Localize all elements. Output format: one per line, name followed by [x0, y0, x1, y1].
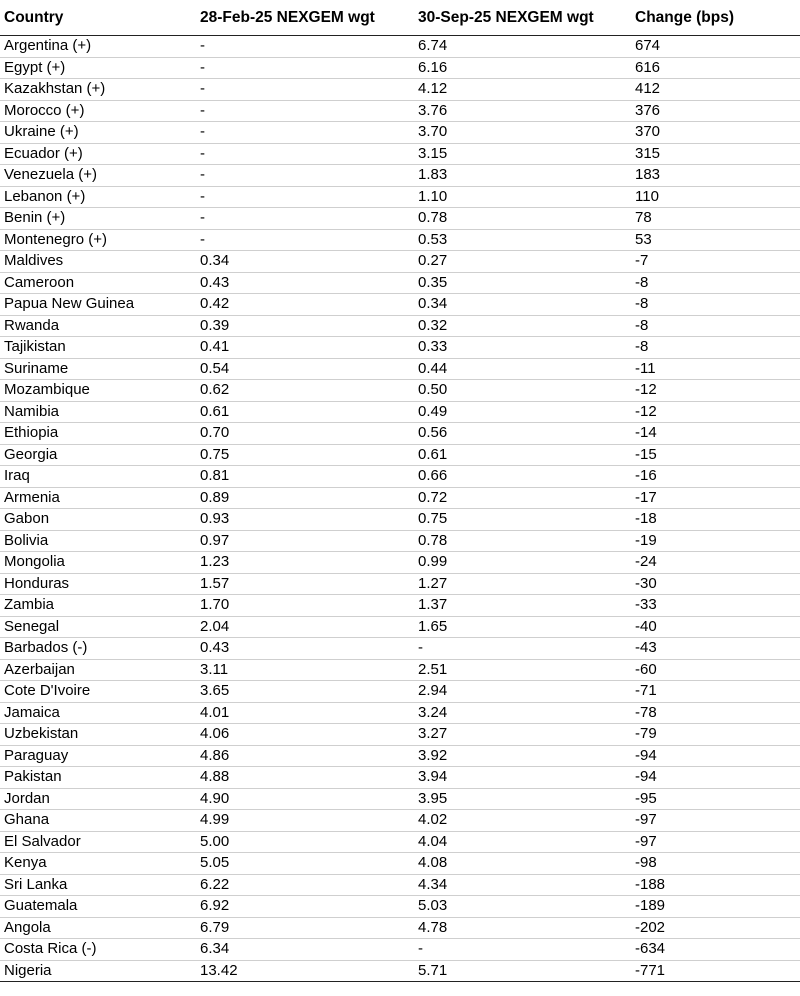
- feb-weight-cell: 0.43: [196, 272, 414, 294]
- table-row: [0, 853, 800, 875]
- country-cell: Ukraine (+): [0, 122, 196, 144]
- change-bps-cell: -30: [631, 573, 800, 595]
- feb-weight-cell: -: [196, 143, 414, 165]
- feb-weight-cell: 2.04: [196, 616, 414, 638]
- table-row: [0, 960, 800, 982]
- feb-weight-cell: 3.65: [196, 681, 414, 703]
- change-bps-cell: 370: [631, 122, 800, 144]
- country-cell: Guatemala: [0, 896, 196, 918]
- table-row: [0, 79, 800, 101]
- change-bps-cell: -97: [631, 810, 800, 832]
- change-bps-cell: -202: [631, 917, 800, 939]
- change-bps-cell: -771: [631, 960, 800, 982]
- table-row: [0, 122, 800, 144]
- sep-weight-cell: 1.27: [414, 573, 631, 595]
- sep-weight-cell: 0.53: [414, 229, 631, 251]
- country-cell: Suriname: [0, 358, 196, 380]
- country-cell: Costa Rica (-): [0, 939, 196, 961]
- change-bps-cell: -7: [631, 251, 800, 273]
- feb-weight-cell: -: [196, 208, 414, 230]
- feb-weight-cell: 6.34: [196, 939, 414, 961]
- change-bps-cell: -78: [631, 702, 800, 724]
- table-row: [0, 36, 800, 58]
- feb-weight-cell: 0.93: [196, 509, 414, 531]
- table-row: [0, 874, 800, 896]
- table-row: [0, 896, 800, 918]
- feb-weight-cell: 5.05: [196, 853, 414, 875]
- country-cell: Jamaica: [0, 702, 196, 724]
- table-row: [0, 681, 800, 703]
- table-row: [0, 659, 800, 681]
- table-row: [0, 229, 800, 251]
- sep-weight-cell: 0.56: [414, 423, 631, 445]
- feb-weight-cell: 1.57: [196, 573, 414, 595]
- country-cell: Angola: [0, 917, 196, 939]
- change-bps-cell: -11: [631, 358, 800, 380]
- country-cell: Namibia: [0, 401, 196, 423]
- sep-weight-cell: 0.99: [414, 552, 631, 574]
- country-cell: Honduras: [0, 573, 196, 595]
- table-row: [0, 337, 800, 359]
- sep-weight-cell: 0.50: [414, 380, 631, 402]
- change-bps-cell: -12: [631, 401, 800, 423]
- sep-weight-cell: 3.95: [414, 788, 631, 810]
- change-bps-cell: -8: [631, 294, 800, 316]
- table-row: [0, 186, 800, 208]
- country-cell: Argentina (+): [0, 36, 196, 58]
- country-cell: Zambia: [0, 595, 196, 617]
- sep-weight-cell: 0.78: [414, 208, 631, 230]
- sep-weight-cell: 3.92: [414, 745, 631, 767]
- table-row: [0, 401, 800, 423]
- table-body: [0, 36, 800, 982]
- change-bps-cell: 183: [631, 165, 800, 187]
- feb-weight-cell: 4.90: [196, 788, 414, 810]
- country-cell: Maldives: [0, 251, 196, 273]
- table-row: [0, 595, 800, 617]
- feb-weight-cell: -: [196, 165, 414, 187]
- table-row: [0, 466, 800, 488]
- feb-weight-cell: -: [196, 36, 414, 58]
- change-bps-cell: -95: [631, 788, 800, 810]
- feb-weight-cell: 4.86: [196, 745, 414, 767]
- table-row: [0, 745, 800, 767]
- table-row: [0, 530, 800, 552]
- sep-weight-cell: 5.71: [414, 960, 631, 982]
- change-bps-cell: -8: [631, 337, 800, 359]
- feb-weight-cell: -: [196, 79, 414, 101]
- feb-weight-cell: 1.70: [196, 595, 414, 617]
- feb-weight-cell: 4.99: [196, 810, 414, 832]
- feb-weight-cell: 3.11: [196, 659, 414, 681]
- change-bps-cell: 315: [631, 143, 800, 165]
- feb-weight-cell: -: [196, 186, 414, 208]
- feb-weight-cell: 0.62: [196, 380, 414, 402]
- change-bps-cell: -17: [631, 487, 800, 509]
- sep-weight-cell: 0.34: [414, 294, 631, 316]
- country-cell: Tajikistan: [0, 337, 196, 359]
- country-cell: Rwanda: [0, 315, 196, 337]
- feb-weight-cell: 6.92: [196, 896, 414, 918]
- table-row: [0, 294, 800, 316]
- feb-weight-cell: 0.39: [196, 315, 414, 337]
- country-cell: Jordan: [0, 788, 196, 810]
- sep-weight-cell: 4.02: [414, 810, 631, 832]
- change-bps-cell: -8: [631, 272, 800, 294]
- sep-weight-cell: 0.75: [414, 509, 631, 531]
- country-cell: Gabon: [0, 509, 196, 531]
- feb-weight-cell: 0.41: [196, 337, 414, 359]
- change-bps-cell: -18: [631, 509, 800, 531]
- country-cell: Venezuela (+): [0, 165, 196, 187]
- country-cell: Cameroon: [0, 272, 196, 294]
- country-cell: El Salvador: [0, 831, 196, 853]
- country-cell: Azerbaijan: [0, 659, 196, 681]
- change-bps-cell: 674: [631, 36, 800, 58]
- sep-weight-cell: 0.33: [414, 337, 631, 359]
- sep-weight-cell: 5.03: [414, 896, 631, 918]
- sep-weight-cell: -: [414, 939, 631, 961]
- sep-weight-cell: 3.27: [414, 724, 631, 746]
- feb-weight-cell: 0.89: [196, 487, 414, 509]
- header-country: Country: [0, 0, 196, 36]
- feb-weight-cell: 4.88: [196, 767, 414, 789]
- feb-weight-cell: -: [196, 100, 414, 122]
- sep-weight-cell: 0.78: [414, 530, 631, 552]
- change-bps-cell: -634: [631, 939, 800, 961]
- sep-weight-cell: 4.34: [414, 874, 631, 896]
- sep-weight-cell: 4.04: [414, 831, 631, 853]
- country-cell: Armenia: [0, 487, 196, 509]
- table-row: [0, 358, 800, 380]
- change-bps-cell: 53: [631, 229, 800, 251]
- change-bps-cell: 376: [631, 100, 800, 122]
- change-bps-cell: -14: [631, 423, 800, 445]
- feb-weight-cell: 0.43: [196, 638, 414, 660]
- table-row: [0, 315, 800, 337]
- sep-weight-cell: 4.78: [414, 917, 631, 939]
- table-row: [0, 487, 800, 509]
- table-row: [0, 251, 800, 273]
- sep-weight-cell: 2.94: [414, 681, 631, 703]
- table-row: [0, 788, 800, 810]
- country-cell: Ethiopia: [0, 423, 196, 445]
- sep-weight-cell: 3.70: [414, 122, 631, 144]
- country-cell: Pakistan: [0, 767, 196, 789]
- feb-weight-cell: 0.70: [196, 423, 414, 445]
- country-cell: Georgia: [0, 444, 196, 466]
- table-row: [0, 939, 800, 961]
- change-bps-cell: -71: [631, 681, 800, 703]
- feb-weight-cell: 0.54: [196, 358, 414, 380]
- country-cell: Ecuador (+): [0, 143, 196, 165]
- country-cell: Barbados (-): [0, 638, 196, 660]
- feb-weight-cell: 1.23: [196, 552, 414, 574]
- change-bps-cell: -98: [631, 853, 800, 875]
- change-bps-cell: -43: [631, 638, 800, 660]
- country-cell: Nigeria: [0, 960, 196, 982]
- sep-weight-cell: 0.72: [414, 487, 631, 509]
- table-row: [0, 767, 800, 789]
- table-row: [0, 702, 800, 724]
- table-row: [0, 724, 800, 746]
- country-cell: Morocco (+): [0, 100, 196, 122]
- sep-weight-cell: 0.35: [414, 272, 631, 294]
- feb-weight-cell: -: [196, 57, 414, 79]
- change-bps-cell: -60: [631, 659, 800, 681]
- table-row: [0, 616, 800, 638]
- change-bps-cell: -33: [631, 595, 800, 617]
- country-cell: Papua New Guinea: [0, 294, 196, 316]
- change-bps-cell: -188: [631, 874, 800, 896]
- sep-weight-cell: 3.15: [414, 143, 631, 165]
- feb-weight-cell: 0.97: [196, 530, 414, 552]
- header-row: [0, 0, 800, 36]
- feb-weight-cell: 4.06: [196, 724, 414, 746]
- country-cell: Cote D'Ivoire: [0, 681, 196, 703]
- sep-weight-cell: 2.51: [414, 659, 631, 681]
- sep-weight-cell: 1.83: [414, 165, 631, 187]
- feb-weight-cell: -: [196, 122, 414, 144]
- feb-weight-cell: 13.42: [196, 960, 414, 982]
- feb-weight-cell: -: [196, 229, 414, 251]
- table-row: [0, 380, 800, 402]
- change-bps-cell: 412: [631, 79, 800, 101]
- country-cell: Bolivia: [0, 530, 196, 552]
- country-cell: Paraguay: [0, 745, 196, 767]
- sep-weight-cell: 0.66: [414, 466, 631, 488]
- change-bps-cell: 110: [631, 186, 800, 208]
- change-bps-cell: -15: [631, 444, 800, 466]
- table-row: [0, 810, 800, 832]
- change-bps-cell: 616: [631, 57, 800, 79]
- feb-weight-cell: 4.01: [196, 702, 414, 724]
- change-bps-cell: -97: [631, 831, 800, 853]
- sep-weight-cell: 3.24: [414, 702, 631, 724]
- table-row: [0, 208, 800, 230]
- feb-weight-cell: 6.79: [196, 917, 414, 939]
- change-bps-cell: -94: [631, 767, 800, 789]
- feb-weight-cell: 0.75: [196, 444, 414, 466]
- country-cell: Mozambique: [0, 380, 196, 402]
- table-row: [0, 100, 800, 122]
- header-feb-weight: 28-Feb-25 NEXGEM wgt: [196, 0, 414, 36]
- feb-weight-cell: 0.42: [196, 294, 414, 316]
- country-cell: Senegal: [0, 616, 196, 638]
- country-cell: Kazakhstan (+): [0, 79, 196, 101]
- change-bps-cell: -79: [631, 724, 800, 746]
- country-cell: Kenya: [0, 853, 196, 875]
- change-bps-cell: -24: [631, 552, 800, 574]
- table-row: [0, 444, 800, 466]
- table-row: [0, 509, 800, 531]
- table-row: [0, 638, 800, 660]
- table-row: [0, 272, 800, 294]
- header-sep-weight: 30-Sep-25 NEXGEM wgt: [414, 0, 631, 36]
- sep-weight-cell: -: [414, 638, 631, 660]
- change-bps-cell: -8: [631, 315, 800, 337]
- feb-weight-cell: 0.34: [196, 251, 414, 273]
- country-cell: Iraq: [0, 466, 196, 488]
- feb-weight-cell: 0.61: [196, 401, 414, 423]
- table-row: [0, 831, 800, 853]
- table-header: [0, 0, 800, 36]
- sep-weight-cell: 0.61: [414, 444, 631, 466]
- country-cell: Ghana: [0, 810, 196, 832]
- country-cell: Uzbekistan: [0, 724, 196, 746]
- sep-weight-cell: 0.49: [414, 401, 631, 423]
- change-bps-cell: -19: [631, 530, 800, 552]
- country-cell: Lebanon (+): [0, 186, 196, 208]
- feb-weight-cell: 5.00: [196, 831, 414, 853]
- sep-weight-cell: 1.10: [414, 186, 631, 208]
- country-cell: Sri Lanka: [0, 874, 196, 896]
- table-row: [0, 143, 800, 165]
- sep-weight-cell: 0.44: [414, 358, 631, 380]
- sep-weight-cell: 4.12: [414, 79, 631, 101]
- country-cell: Benin (+): [0, 208, 196, 230]
- table-row: [0, 917, 800, 939]
- sep-weight-cell: 6.74: [414, 36, 631, 58]
- sep-weight-cell: 6.16: [414, 57, 631, 79]
- change-bps-cell: -12: [631, 380, 800, 402]
- sep-weight-cell: 1.37: [414, 595, 631, 617]
- table-row: [0, 423, 800, 445]
- country-cell: Egypt (+): [0, 57, 196, 79]
- country-cell: Montenegro (+): [0, 229, 196, 251]
- change-bps-cell: -40: [631, 616, 800, 638]
- sep-weight-cell: 3.94: [414, 767, 631, 789]
- sep-weight-cell: 0.27: [414, 251, 631, 273]
- sep-weight-cell: 1.65: [414, 616, 631, 638]
- sep-weight-cell: 3.76: [414, 100, 631, 122]
- feb-weight-cell: 0.81: [196, 466, 414, 488]
- table-row: [0, 573, 800, 595]
- sep-weight-cell: 0.32: [414, 315, 631, 337]
- header-change-bps: Change (bps): [631, 0, 800, 36]
- country-cell: Mongolia: [0, 552, 196, 574]
- table-row: [0, 165, 800, 187]
- table-row: [0, 552, 800, 574]
- feb-weight-cell: 6.22: [196, 874, 414, 896]
- change-bps-cell: 78: [631, 208, 800, 230]
- change-bps-cell: -189: [631, 896, 800, 918]
- change-bps-cell: -16: [631, 466, 800, 488]
- change-bps-cell: -94: [631, 745, 800, 767]
- sep-weight-cell: 4.08: [414, 853, 631, 875]
- table-row: [0, 57, 800, 79]
